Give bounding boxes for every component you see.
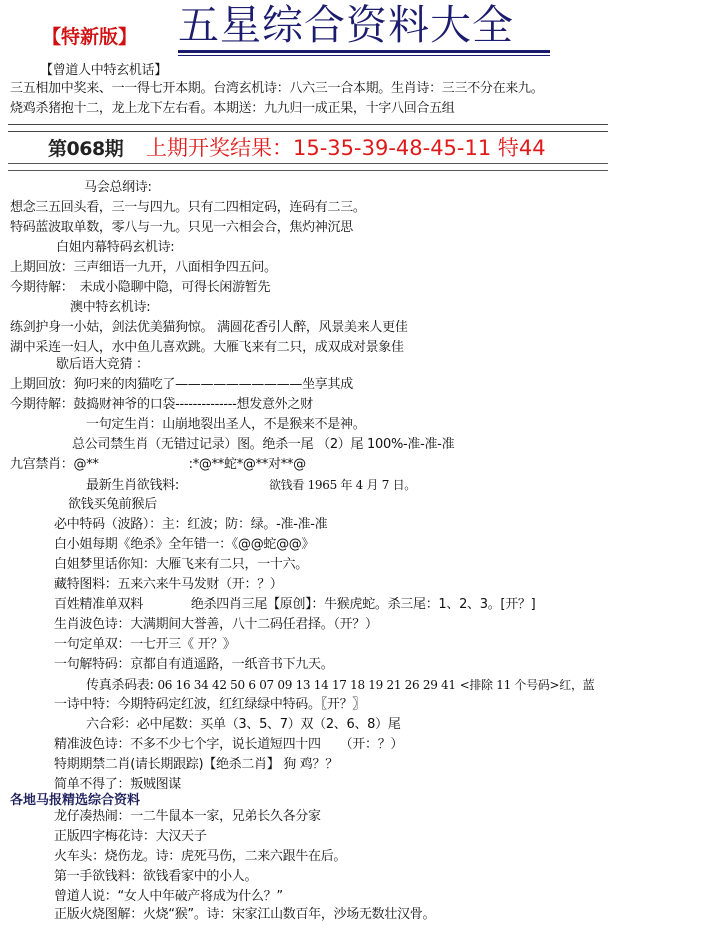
odd-even-label: 百姓精准单双料 [54,597,143,612]
hidden-special: 藏特图料：五来六来牛马发财（开：？） [54,577,283,592]
poem-special: 一诗中特：今期特码定红波，红红绿绿中特码。〖开？〗 [54,697,366,712]
simple-hint: 简单不得了：叛贼图谋 [54,777,182,792]
wave-special: 必中特码（波路）：主：红波；防：绿。-准-准-准 [54,517,328,532]
issue-number: 第068期 [48,138,124,160]
riddle-heading: 歇后语大竞猜 ： [56,357,149,372]
bai-miss: 白小姐每期《绝杀》全年错一：《@@蛇@@》 [54,537,315,552]
macau-poem-line: 湖中采连一妇人，水中鱼儿喜欢跳。大雁飞来有二只，成双成对景象佳 [10,340,404,355]
bai-this-issue: 今期待解： 未成小隐聊中隐，可得长闲游暂先 [10,280,271,295]
regional-item: 第一手欲钱料：欲钱看家中的小人。 [54,869,258,884]
six-mark: 六合彩：必中尾数：买单（3、5、7）双（2、6、8）尾 [86,717,401,732]
special-ban: 特期期禁二肖(请长期跟踪)【绝杀二肖】 狗 鸡？？ [54,757,338,772]
separator-top [8,124,608,132]
odd-even [54,596,535,614]
macau-poem-heading: 澳中特玄机诗: [70,300,151,315]
intro-line-1: 三五相加中奖来、一一得七开本期。台湾玄机诗：八六三一合本期。生肖诗：三三不分在来九。 [10,81,544,96]
edition-badge: 【特新版】 [42,26,138,48]
fax-numbers: 06 16 34 42 50 6 07 09 13 14 17 18 19 21 26 29 41 [157,678,456,692]
regional-item: 曾道人说：“女人中年破产将成为什么？” [54,889,283,904]
result-numbers: 15-35-39-48-45-11 [293,136,492,160]
macau-poem-line: 练剑护身一小姑，剑法优美猫狗惊。 满圆花香引人醉，风景美来人更佳 [10,320,408,335]
one-line-zodiac: 一句定生肖：山崩地裂出圣人，不是猴来不是神。 [86,417,366,432]
horse-poem-line: 想念三五回头看，三一与四九。只有二四相定码，连码有二三。 [10,200,366,215]
odd-even-value: 绝杀四肖三尾【原创】：牛猴虎蛇。杀三尾：1、2、3。[开？] [190,597,536,612]
title-underline-thick [178,50,550,53]
separator-bottom [8,163,608,171]
fax-label: 传真杀码表: [86,678,154,693]
horse-poem-heading: 马会总纲诗: [84,180,152,195]
bai-poem-heading: 白姐内幕特码玄机诗: [56,240,175,255]
regional-item: 龙仔凑热闹：一二牛鼠本一家，兄弟长久各分家 [54,809,321,824]
latest-zodiac [86,476,416,495]
horse-poem-line: 特码蓝波取单数，零八与一九。只见一六相会合，焦灼神沉思 [10,220,353,235]
one-decode: 一句解特码：京都自有逍遥路，一纸音书下九天。 [54,657,334,672]
zodiac-color-poem: 生肖波色诗：大满期间大誉善，八十二码任君择。（开？） [54,617,378,632]
company-ban-text: 总公司禁生肖（无错过记录）图。绝杀一尾 （2）尾 100%-准-准-准 [72,437,455,452]
latest-value: 欲钱看 1965 年 4 月 7 日。 [268,478,416,492]
last-draw-result [146,132,546,162]
precise-wave: 精准波色诗：不多不少七个字，说长道短四十四 （开：？） [54,737,404,752]
intro-heading: 【曾道人中特玄机话】 [40,63,168,78]
regional-item: 火车头：烧伤龙。诗：虎死马伤，二来六跟牛在后。 [54,849,347,864]
bai-dream: 白姐梦里话你知：大雁飞来有二只，一十六。 [54,557,309,572]
fax-kill-table [86,676,594,695]
riddle-this-issue: 今期待解：鼓捣财神爷的口袋--------------想发意外之财 [10,397,313,412]
nine-palace-b: :*@**蛇*@**对**@ [188,457,306,472]
company-ban [72,436,454,454]
latest-label: 最新生肖欲钱料: [86,478,179,493]
fax-note: <排除 11 个号码>红，蓝 [459,678,595,692]
nine-palace-label: 九宫禁肖： [10,457,74,472]
intro-line-2: 烧鸡杀猪抱十二，龙上龙下左右看。本期送：九九归一成正果，十字八回合五组 [10,101,455,116]
section-heading-regional: 各地马报精选综合资料 [10,793,141,808]
title-underline-thin [178,55,550,56]
single-double: 一句定单双：一七开三《 开？》 [54,637,236,652]
riddle-last-replay: 上期回放：狗叼来的肉猫吃了——————————坐享其成 [10,377,353,392]
buy-hint: 欲钱买兔前猴后 [68,497,157,512]
page-title: 五星综合资料大全 [178,1,514,49]
nine-palace-a: @** [73,457,99,472]
result-special: 特44 [497,136,546,160]
regional-item: 正版火烧图解：火烧“猴”。诗：宋家江山数百年，沙场无数壮汉骨。 [54,907,436,922]
regional-item: 正版四字梅花诗：大汉天子 [54,829,207,844]
result-label: 上期开奖结果： [146,136,293,160]
nine-palace-ban [10,456,306,474]
bai-last-replay: 上期回放：三声细语一九开，八面相争四五问。 [10,260,277,275]
